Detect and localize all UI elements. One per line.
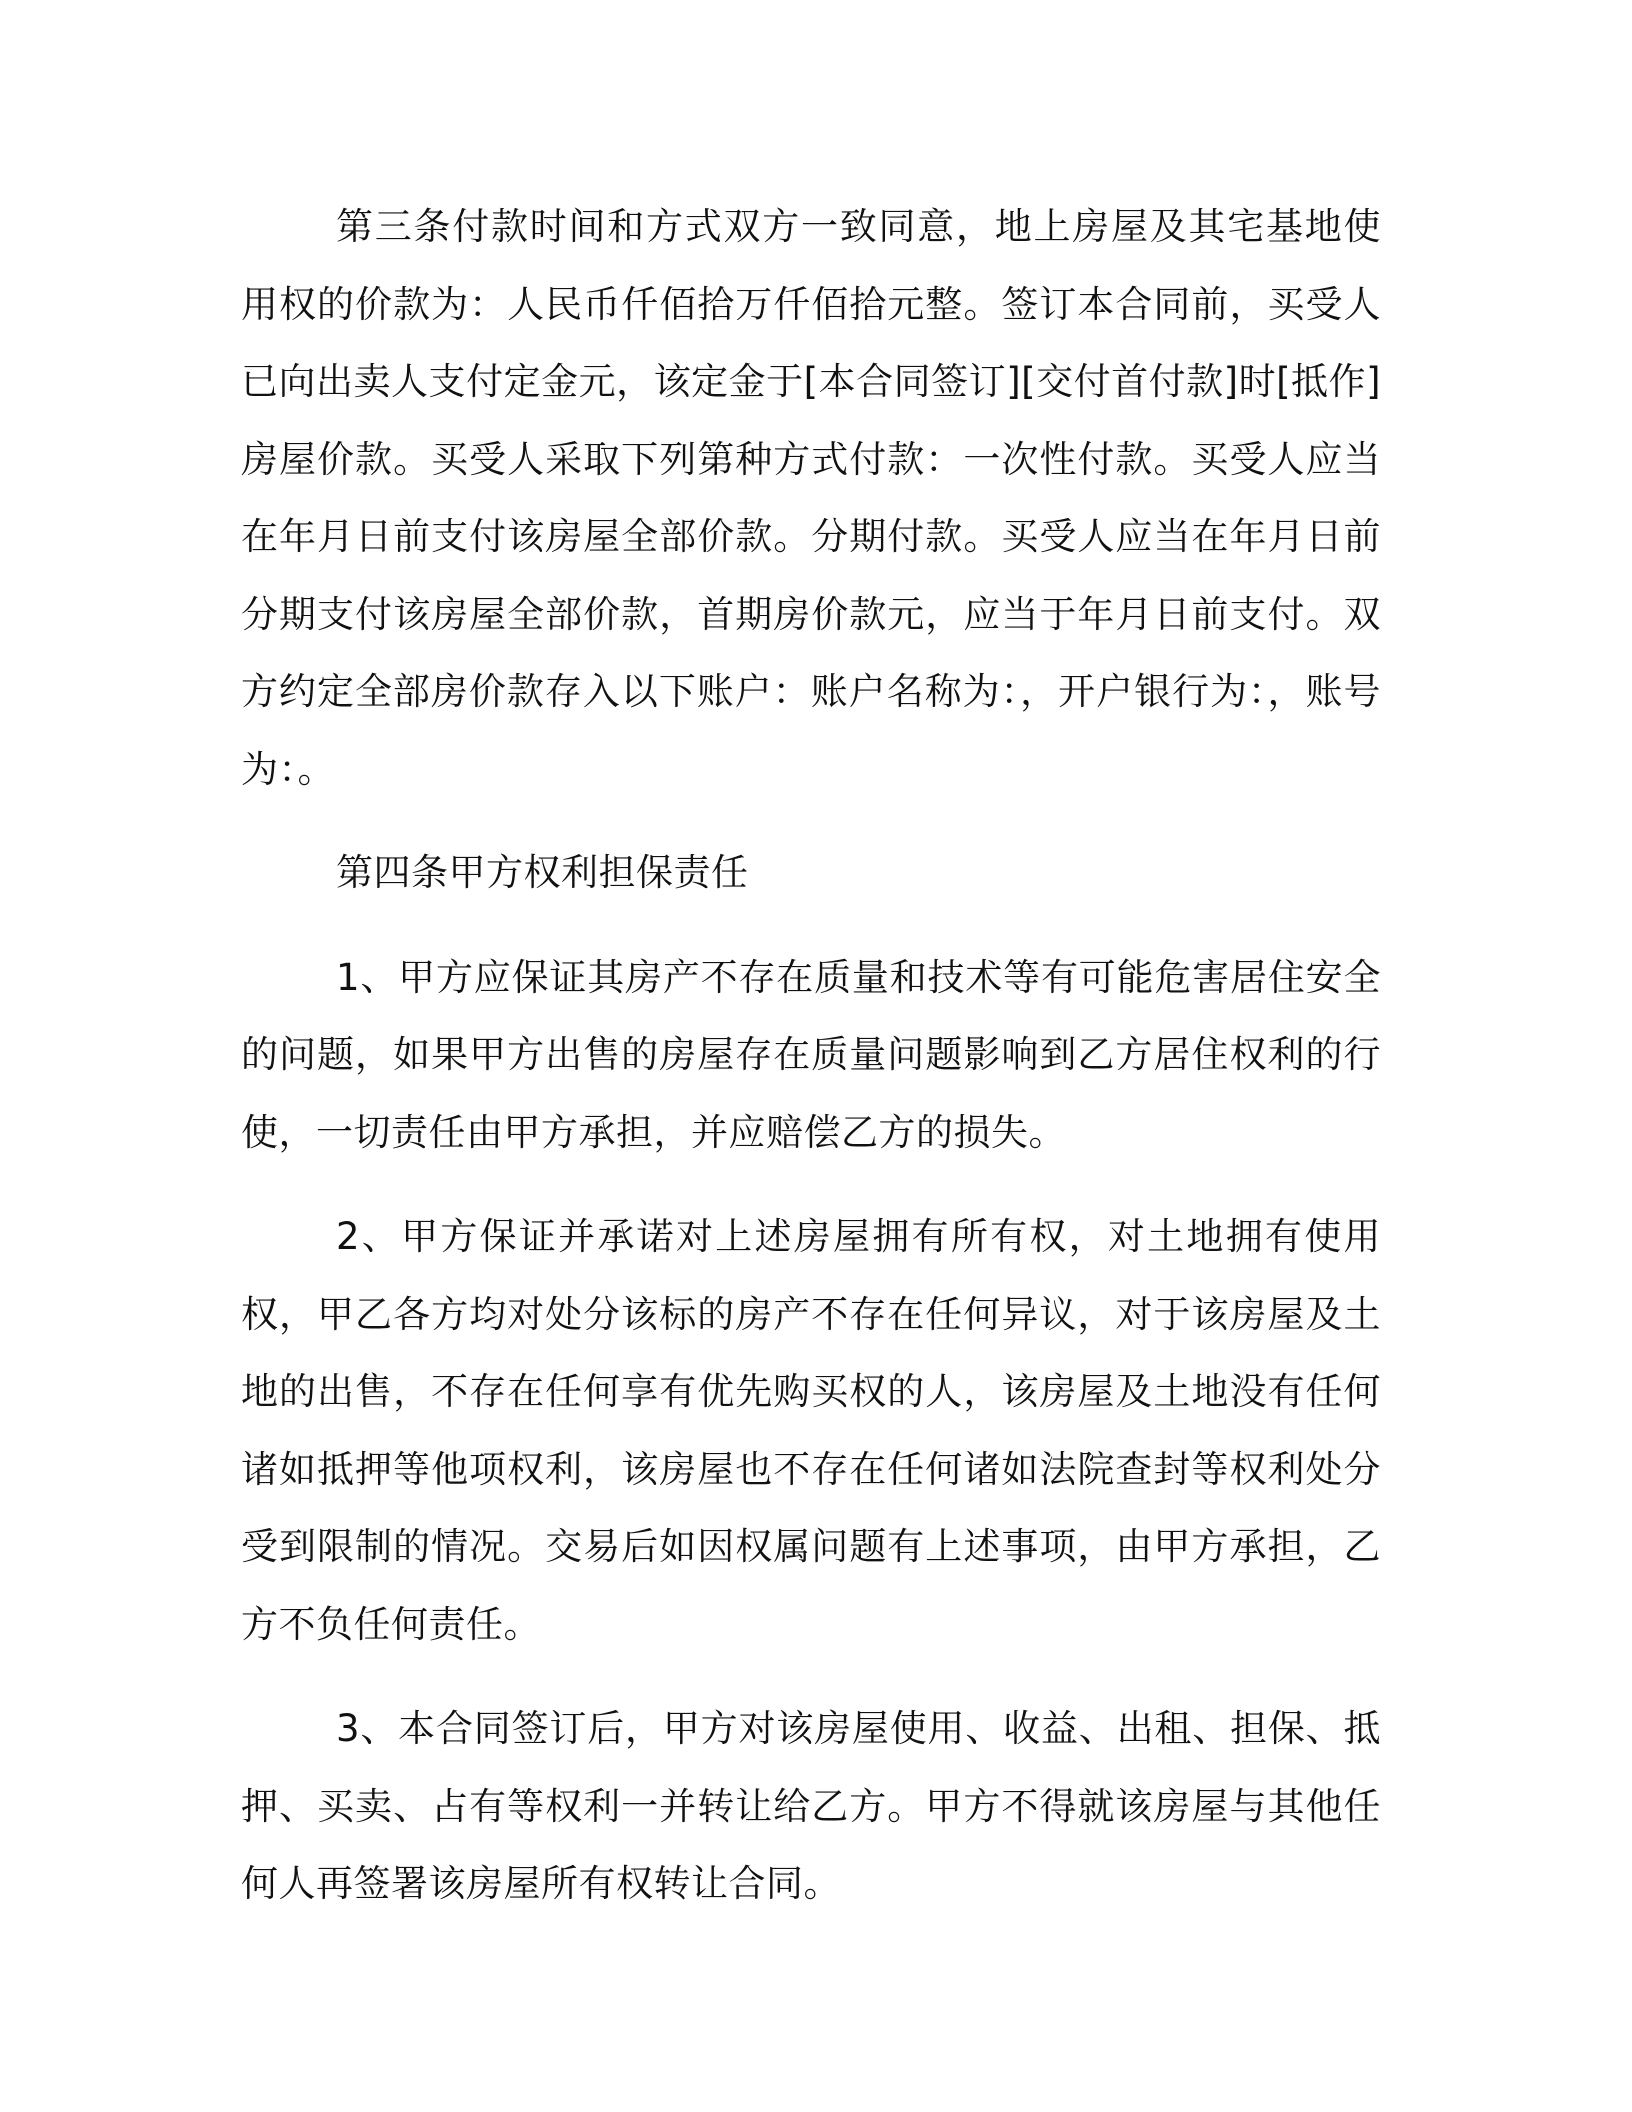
document-body	[241, 188, 1381, 1923]
clause-4-item-2: 2、甲方保证并承诺对上述房屋拥有所有权，对土地拥有使用权，甲乙各方均对处分该标的房产不存在任何异议，对于该房屋及土地的出售，不存在任何享有优先购买权的人，该房屋及土地没有任何诸如抵押等他项权利，该房屋也不存在任何诸如法院查封等权利处分受到限制的情况。交易后如因权属问题有上述事项，由甲方承担，乙方不负任何责任。	[241, 1215, 1381, 1646]
clause-4-heading: 第四条甲方权利担保责任	[336, 851, 749, 894]
clause-3-paragraph: 第三条付款时间和方式双方一致同意，地上房屋及其宅基地使用权的价款为：人民币仟佰拾万仟佰拾元整。签订本合同前，买受人已向出卖人支付定金元，该定金于[本合同签订][交付首付款]时[抵作]房屋价款。买受人采取下列第种方式付款：一次性付款。买受人应当在年月日前支付该房屋全部价款。分期付款。买受人应当在年月日前分期支付该房屋全部价款，首期房价款元，应当于年月日前支付。双方约定全部房价款存入以下账户：账户名称为：，开户银行为：，账号为：。	[241, 205, 1381, 791]
clause-4-item-1: 1、甲方应保证其房产不存在质量和技术等有可能危害居住安全的问题，如果甲方出售的房屋存在质量问题影响到乙方居住权利的行使，一切责任由甲方承担，并应赔偿乙方的损失。	[241, 955, 1381, 1154]
clause-4-item-3: 3、本合同签订后，甲方对该房屋使用、收益、出租、担保、抵押、买卖、占有等权利一并转让给乙方。甲方不得就该房屋与其他任何人再签署该房屋所有权转让合同。	[241, 1707, 1381, 1905]
